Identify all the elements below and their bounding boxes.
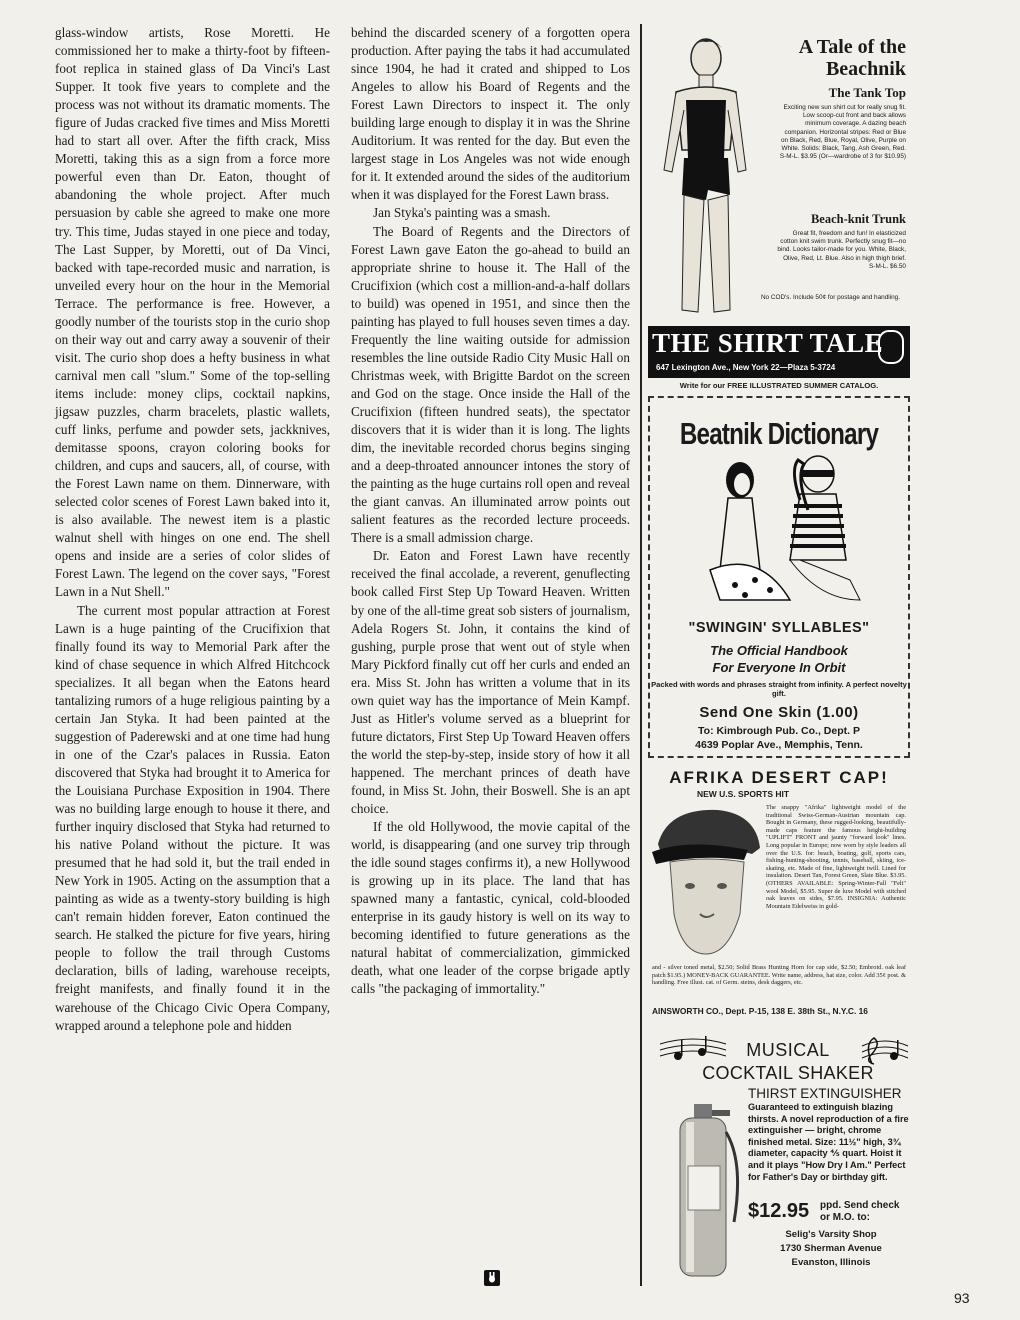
beatnik-couple-illustration — [700, 450, 870, 620]
catalog-note: Write for our FREE ILLUSTRATED SUMMER CATALOG. — [679, 381, 879, 390]
page-number: 93 — [954, 1290, 970, 1306]
address-line-2: 4639 Poplar Ave., Memphis, Tenn. — [695, 739, 863, 751]
tagline-line-1: The Official Handbook — [710, 643, 848, 658]
trunk-description: Great fit, freedom and fun! In elasticized cotton knit swim trunk. Perfectly snug fit—no bind. Looks tailor-made for you. White, Black, Olive, Red, Lt. Blue. Also in high thigh brief. S-M-L. $6.50 — [777, 230, 906, 270]
brand-bar — [648, 326, 910, 378]
article-column-2 — [351, 24, 630, 999]
product-description: Guaranteed to extinguish blazing thirsts. A novel reproduction of a fire extinguisher — bright, chrome finished metal. Size: 11½" high, 3¾ diameter, capacity ⅘ quart. Hoist it and it plays "How Dry I Am." Perfect for Father's Day or birthday gift. — [748, 1102, 909, 1182]
ad-description: Packed with words and phrases straight from infinity. A perfect novelty gift. — [651, 680, 907, 698]
ad-headline: A Tale of the Beachnik — [798, 36, 906, 80]
article-paragraph: The Board of Regents and the Directors of Forest Lawn gave Eaton the go-ahead to build an appropriate shrine to house it. The Hall of the Crucifixion (which cost a million-and-a-half dollars to build) was opened in 1951, and since then the painting has played to full houses seven times a day. Frequently the line waiting outside for admission resembles the line outside Radio City Music Hall on Christmas week, with Brigitte Bardot on the screen and God on the stage. Once inside the Hall of the Crucifixion (fifteen hundred seats), the spectator discovers that it is wider than it is long. The lights dim, the inevitable recorded chorus begins singing and a deep-throated announcer intones the story of the painting as the huge curtains roll open and reveal the giant canvas. An illuminated arrow points out salient features as the recorded lecture proceeds. There is a small admission charge. — [351, 223, 630, 546]
cod-note: No COD's. Include 50¢ for postage and handling. — [760, 294, 900, 301]
article-column-1 — [55, 24, 330, 1035]
ad-subtitle: "SWINGIN' SYLLABLES" — [688, 620, 870, 636]
product-price: $12.95 — [748, 1200, 810, 1222]
fire-extinguisher-photo — [664, 1102, 749, 1282]
ad-headline: MUSICAL — [746, 1040, 830, 1060]
column-divider — [640, 24, 642, 1286]
tank-top-heading: The Tank Top — [828, 85, 906, 100]
afrika-cap-ad — [648, 766, 910, 1022]
ad-address — [650, 724, 908, 752]
ad-headline: AFRIKA DESERT CAP! — [669, 768, 889, 787]
product-heading: THIRST EXTINGUISHER — [748, 1086, 902, 1101]
trunk-heading: Beach-knit Trunk — [810, 212, 906, 226]
ad-headline-2: COCKTAIL SHAKER — [702, 1063, 874, 1083]
tagline-line-2: For Everyone In Orbit — [712, 660, 846, 675]
cap-description-continued: and - silver toned metal, $2.50; Solid Brass Hunting Horn for cap side, $2.50; Embroid. oak leaf patch $1.95.) MONEY-BACK GUARANTEE. Write name, address, hat size, color. Add 35¢ post. & handling. Free illust. cat. of Germ. steins, desk daggers, etc. — [652, 964, 906, 987]
shirt-tale-logo — [878, 330, 904, 364]
article-paragraph: behind the discarded scenery of a forgotten opera production. After paying the tabs it had accumulated since 1904, he had it crated and shipped to Los Angeles to allow his Board of Regents and the Forest Lawn Directors to inspect it. The only building large enough to display it in was the Shrine Auditorium. It was rented for the day. But even the largest stage in Los Angeles was not wide enough for it. It extended around the sides of the auditorium when it was displayed for the Forest Lawn brass. — [351, 25, 630, 203]
ad-subtitle: NEW U.S. SPORTS HIT — [696, 789, 790, 799]
ad-address: AINSWORTH CO., Dept. P-15, 138 E. 38th St., N.Y.C. 16 — [652, 1006, 868, 1016]
playboy-bunny-icon — [484, 1270, 500, 1286]
tank-top-description: Exciting new sun shirt cut for really snug fit. Low scoop-cut front and back allows minimum coverage. A dazing beach companion. Horizontal stripes: Red or Blue on Black, Red, Blue, Royal, Olive, Purple on White. Solids: Black, Tang, Ash Green, Red. S-M-L. $3.95 (Or—wardrobe of 3 for $10.95) — [779, 104, 906, 161]
order-instruction: ppd. Send check or M.O. to: — [820, 1200, 900, 1223]
cocktail-shaker-ad — [648, 1030, 910, 1282]
address-line-3: Evanston, Illinois — [791, 1257, 871, 1268]
address-line-2: 1730 Sherman Avenue — [780, 1243, 882, 1254]
article-paragraph: The current most popular attraction at Forest Lawn is a huge painting of the Crucifixion that finally found its way to Memorial Park after the kind of chase sequence in which Alfred Hitchcock specializes. It all began when the Eatons heard tantalizing rumors of a huge religious painting by a certain Jan Styka. It had been painted at the suggestion of Paderewski and at one time had hung in one of the Czar's palaces in Russia. Eaton discovered that Styka had brought it to America for the Louisiana Purchase Exposition in 1904. There was no building large enough to house it there, and further inquiry disclosed that Styka had returned to his native Poland without the picture. It was presumed that he had sold it, but the trail ended in New York in 1905. Acting on the assumption that a painting as wide as a twenty-story building is high can't remain hidden forever, Eaton continued the search. He stalked the picture for five years, hiring people to follow the trail through Customs declaration, bills of lading, warehouse receipts, freight manifests, and finally found it in the warehouse of the Chicago Civic Opera Company, wrapped around a telephone pole and hidden — [55, 602, 330, 1033]
beatnik-dictionary-ad — [648, 396, 910, 758]
article-paragraph: Dr. Eaton and Forest Lawn have recently received the final accolade, a reverent, genuflecting book called First Step Up Toward Heaven. Written by one of the all-time great sob sisters of journalism, Adela Rogers St. John, it contains the kind of gushing, purple prose that went out of style when Mary Pickford finally cut off her curls and ended an era. Miss St. John has written a volume that in its own quiet way has the importance of Mein Kampf. Just as Hitler's volume served as a blueprint for future dictators, First Step Up Toward Heaven offers the world the step-by-step, inside story of how it all happened. The merchant princes of death have found, in Miss St. John, their Boswell. She is an apt choice. — [351, 548, 630, 817]
article-paragraph: glass-window artists, Rose Moretti. He commissioned her to make a thirty-foot by fifteen-foot replica in stained glass of Da Vinci's Last Supper. It took five years to complete and the process was not without its dramatic moments. The figure of Judas cracked five times and Miss Moretti had to start all over. After the fifth crack, Miss Moretti, taking this as a sign from a force more powerful even than Dr. Eaton, thought of abandoning the whole project. After much persuasion by cable she agreed to make one more try. This time, Judas stayed in one piece and today, The Last Supper, by Moretti, out of Da Vinci, backed with tape-recorded music and narration, is unveiled every hour on the hour in the Memorial Terrace. The performance is free. However, a goodly number of the tourists stop in the curio shop on their way out and carry away a souvenir of their visit. The curio shop does a hefty business in what carnival men call "slum." Some of the top-selling items include: money clips, cocktail napkins, jigsaw puzzles, charm bracelets, plastic wallets, cuff links, perfume and powder sets, jackknives, demitasse spoons, crayon coloring books for children, and cups and saucers, all, of course, with the Forest Lawn name on them. Dinnerware, with selected color scenes of Forest Lawn baked into it, is also available. The newest item is a plastic walnut shell with hinges on one end. The shell opens and inside are a series of color slides of Forest Lawn. The legend on the cover says, "Forest Lawn in a Nut Shell." — [55, 25, 330, 600]
ad-tagline — [650, 642, 908, 676]
article-paragraph: If the old Hollywood, the movie capital of the world, is disappearing (and one survey trip through the idle sound stages confirms it), a new Hollywood is growing up in its place. The land that has spawned many a fantastic, cynical, cold-blooded enterprise in its gaudy history is well on its way to becoming identified to future generations as the natural habitat of commercialization, gimmicked death, what one leader of the corpse brigade aptly calls "the packaging of immortality." — [351, 819, 630, 997]
cap-description: The snappy "Afrika" lightweight model of the traditional Swiss-German-Austrian mountain cap. Bought in Germany, these rugged-looking, beautifully-made caps feature the famous height-building "UPLIFT" FRONT and jaunty "forward look" lines. Long popular in Europe; now worn by style leaders all over the U.S. for: beach, boating, golf, sports cars, fishing-hunting-shooting, tennis, baseball, skiing, ice-skating, etc. Made of fine, lightweight twill. Lined for insulation. Desert Tan, Forest Green, Slate Blue. $3.95. (OTHERS AVAILABLE: Spring-Winter-Fall "Felt" wool Model, $5.95. Super de luxe Model with stitched oak leaves on sides, $7.95. INSIGNIA: Authentic Mountain Edelweiss in gold- — [766, 804, 906, 910]
brand-address: 647 Lexington Ave., New York 22—Plaza 5-3724 — [656, 363, 836, 372]
brand-name: THE SHIRT TALE — [652, 328, 884, 358]
article-paragraph: Jan Styka's painting was a smash. — [373, 205, 551, 221]
shirt-tale-ad — [648, 30, 910, 394]
ad-offer: Send One Skin (1.00) — [699, 704, 859, 721]
swimmer-illustration — [654, 30, 754, 330]
ad-headline: Beatnik Dictionary — [679, 416, 879, 451]
ad-address — [748, 1228, 914, 1270]
address-line-1: To: Kimbrough Pub. Co., Dept. P — [698, 725, 860, 737]
address-line-1: Selig's Varsity Shop — [785, 1229, 877, 1240]
